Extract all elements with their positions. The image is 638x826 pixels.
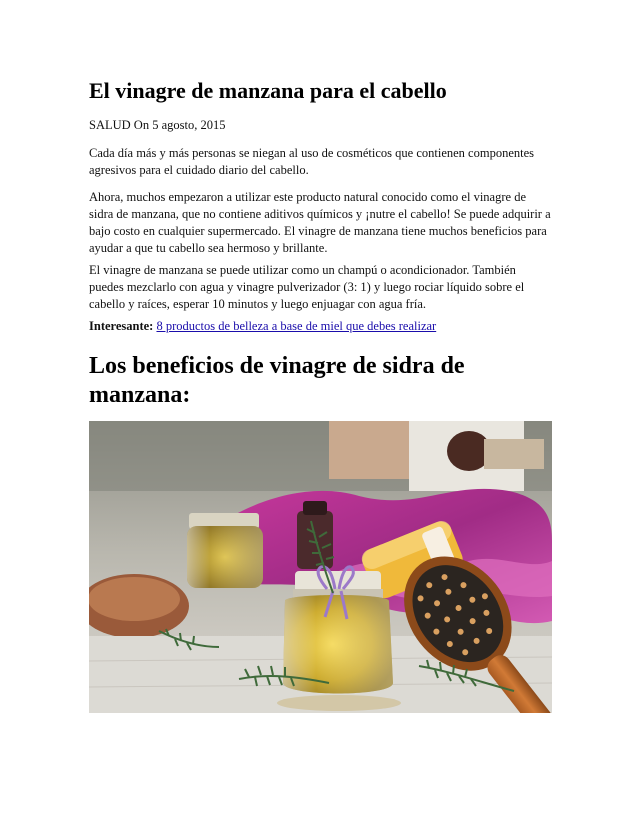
article-title: El vinagre de manzana para el cabello: [89, 78, 447, 103]
related-line: [89, 318, 551, 335]
section-heading: Los beneficios de vinagre de sidra de manzana:: [89, 353, 465, 408]
paragraph-vinegar: Ahora, muchos empezaron a utilizar este producto natural conocido como el vinagre de sidra de manzana, que no contiene aditivos químicos y ¡nutre el cabello! Se puede adquirir a bajo costo en cualquier supermercado. El vinagre de manzana tiene muchos beneficios para ayudar a que tu cabello sea hermoso y brillante.: [89, 190, 551, 255]
related-label: Interesante:: [89, 319, 154, 333]
related-article-link[interactable]: 8 productos de belleza a base de miel que debes realizar: [156, 319, 437, 333]
article-meta: SALUD On 5 agosto, 2015: [89, 118, 226, 132]
paragraph-intro: Cada día más y más personas se niegan al uso de cosméticos que contienen componentes agresivos para el cuidado diario del cabello.: [89, 146, 535, 177]
paragraph-usage: El vinagre de manzana se puede utilizar como un champú o acondicionador. También puedes mezclarlo con agua y vinagre pulverizador (3: 1) y luego rociar líquido sobre el cabello y raíces, esperar 10 minutos y luego enjuagar con agua fría.: [89, 263, 525, 311]
article-photo: [89, 421, 552, 713]
